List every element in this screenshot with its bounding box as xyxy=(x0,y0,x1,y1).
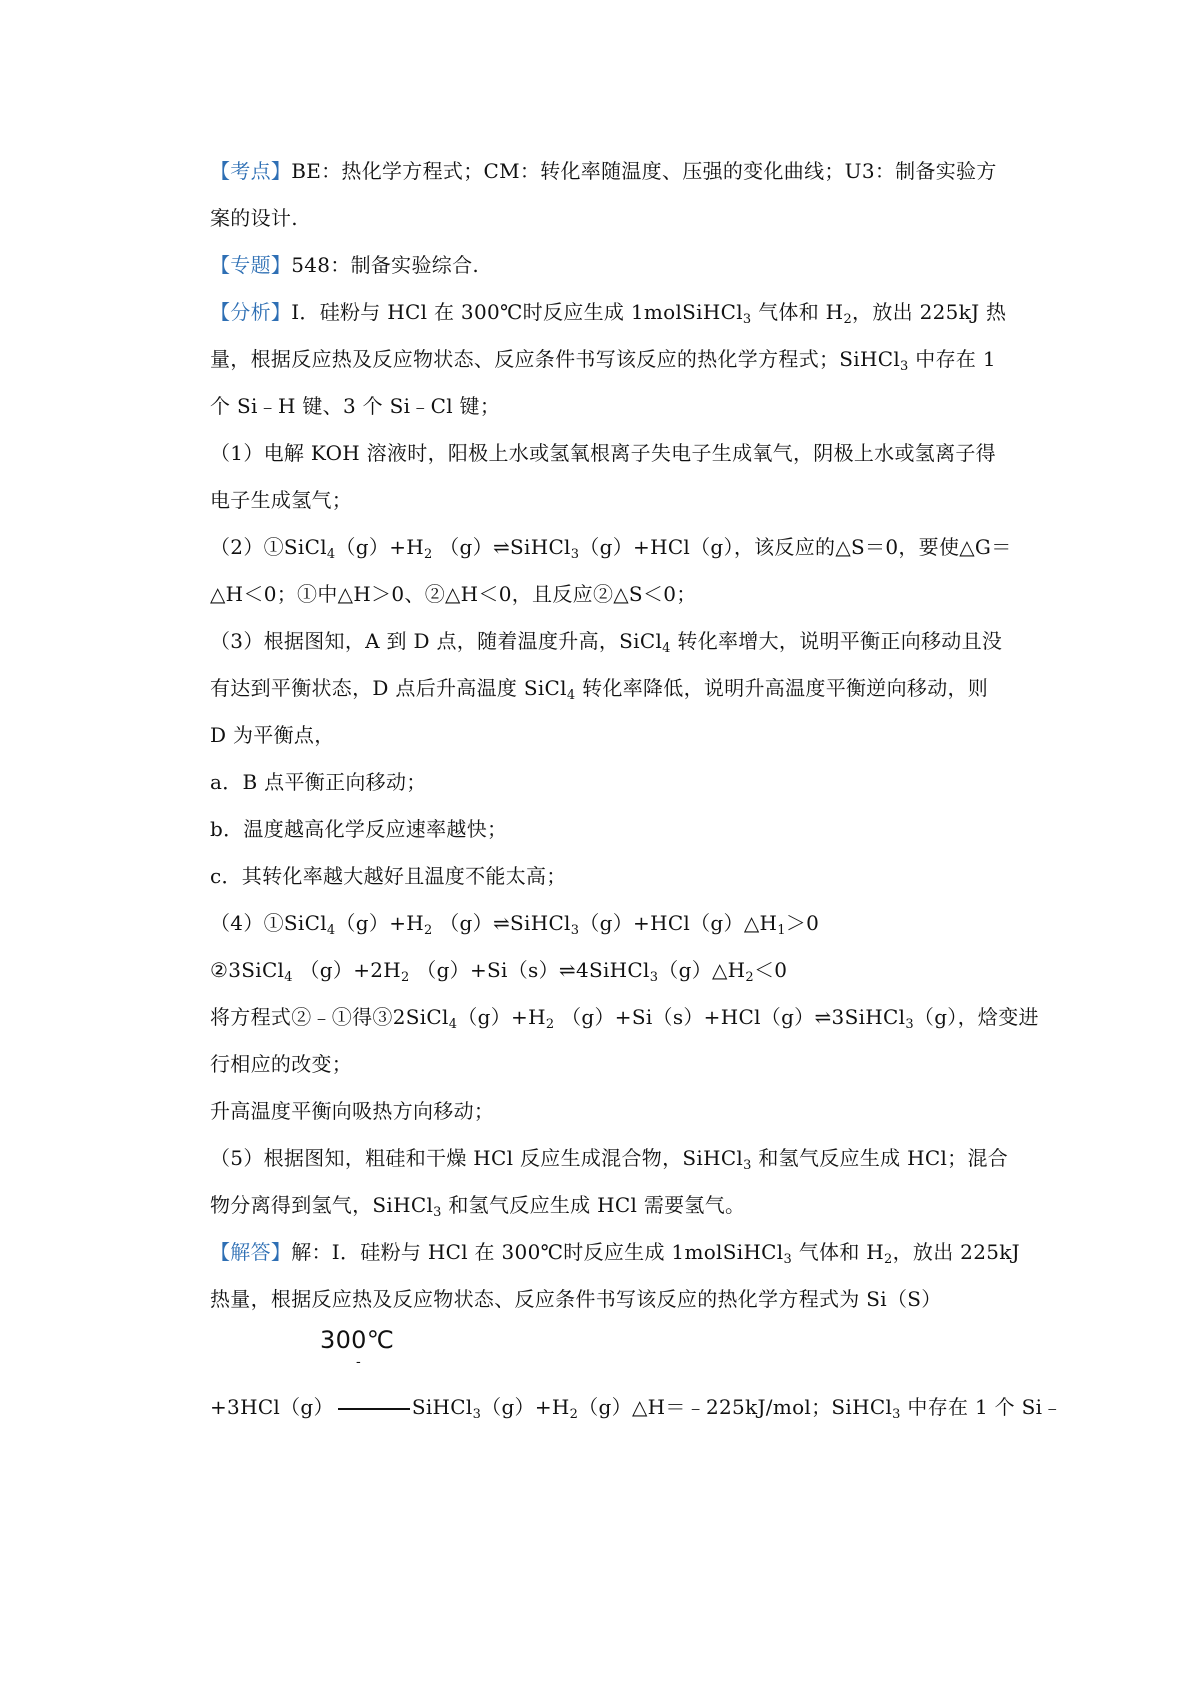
q3-option-a xyxy=(210,759,1030,806)
equation-line xyxy=(210,1384,1063,1431)
text-run: （g），焓变进 xyxy=(913,1005,1039,1029)
subscript: 3 xyxy=(472,1407,482,1422)
text-run: 个 Si﹣H 键、3 个 Si﹣Cl 键； xyxy=(210,394,501,418)
subscript: 3 xyxy=(900,359,909,374)
q4-line-2 xyxy=(210,947,1030,994)
subscript: 3 xyxy=(570,923,580,938)
kaodian-text-cont: 案的设计. xyxy=(210,206,298,230)
kaodian-line-1 xyxy=(210,148,1030,195)
q2-line-1 xyxy=(210,524,1030,571)
subscript: 3 xyxy=(433,1205,442,1220)
text-run: Ⅰ．硅粉与 HCl 在 300℃时反应生成 1molSiHCl xyxy=(291,300,743,324)
subscript: 2 xyxy=(424,547,433,562)
reaction-condition: 300℃ xyxy=(320,1326,394,1354)
text-run: 中存在 1 个 Si﹣ xyxy=(900,1395,1063,1419)
text-run: （3）根据图知，A 到 D 点，随着温度升高，SiCl xyxy=(210,629,663,653)
fenxi-line-1 xyxy=(210,289,1030,336)
subscript: 2 xyxy=(569,1407,579,1422)
q4-line-3 xyxy=(210,994,1039,1041)
subscript: 2 xyxy=(745,970,754,985)
answer-explanation xyxy=(210,148,1063,1431)
text-run: 将方程式②﹣①得③2SiCl xyxy=(210,1005,449,1029)
subscript: 4 xyxy=(662,641,671,656)
zhuanti-tag: 【专题】 xyxy=(210,253,292,277)
subscript: 3 xyxy=(743,1158,752,1173)
text-run: 转化率降低，说明升高温度平衡逆向移动，则 xyxy=(575,676,989,700)
text-run: 有达到平衡状态，D 点后升高温度 SiCl xyxy=(210,676,567,700)
kaodian-text: BE：热化学方程式；CM：转化率随温度、压强的变化曲线；U3：制备实验方 xyxy=(291,159,997,183)
text-run: a．B 点平衡正向移动； xyxy=(210,770,427,794)
subscript: 2 xyxy=(424,923,433,938)
q1-line-2 xyxy=(210,477,1030,524)
text-run: （g）+Si（s）+HCl（g）⇌3SiHCl xyxy=(554,1005,906,1029)
q4-line-1 xyxy=(210,900,1030,947)
text-run: 和氢气反应生成 HCl 需要氢气。 xyxy=(441,1193,746,1217)
text-run: （2）①SiCl xyxy=(210,535,327,559)
subscript: 4 xyxy=(566,688,576,703)
text-run: ，放出 225kJ 热 xyxy=(852,300,1007,324)
subscript: 4 xyxy=(326,547,336,562)
text-run: （g）△H＝﹣225kJ/mol；SiHCl xyxy=(578,1395,893,1419)
text-run: （g）⇌SiHCl xyxy=(432,535,571,559)
subscript: 2 xyxy=(843,312,853,327)
text-run: （1）电解 KOH 溶液时，阳极上水或氢氧根离子失电子生成氧气，阴极上水或氢离子得 xyxy=(210,441,996,465)
subscript: 2 xyxy=(401,970,410,985)
reaction-arrow-line xyxy=(338,1408,410,1410)
text-run: c．其转化率越大越好且温度不能太高； xyxy=(210,864,567,888)
text-run: （g）+Si（s）⇌4SiHCl xyxy=(409,958,650,982)
text-run: 电子生成氢气； xyxy=(210,488,353,512)
text-run: （g）+H xyxy=(481,1395,570,1419)
subscript: 3 xyxy=(649,970,659,985)
jieda-tag: 【解答】 xyxy=(210,1240,292,1264)
q1-line-1 xyxy=(210,430,1030,477)
subscript: 3 xyxy=(742,312,752,327)
subscript: 2 xyxy=(884,1252,893,1267)
text-run: 升高温度平衡向吸热方向移动； xyxy=(210,1099,495,1123)
text-run: ＞0 xyxy=(785,911,820,935)
text-run: （g）+HCl（g）△H xyxy=(579,911,778,935)
text-run: 气体和 H xyxy=(751,300,844,324)
kaodian-line-2 xyxy=(210,195,1030,242)
fenxi-line-2 xyxy=(210,336,1030,383)
q3-option-b xyxy=(210,806,1030,853)
q5-line-2 xyxy=(210,1182,1030,1229)
subscript: 1 xyxy=(777,923,786,938)
kaodian-tag: 【考点】 xyxy=(210,159,292,183)
subscript: 4 xyxy=(448,1017,458,1032)
reaction-condition-mark: - xyxy=(356,1354,362,1370)
text-run: ，放出 225kJ xyxy=(892,1240,1020,1264)
text-run: ＜0 xyxy=(754,958,788,982)
text-run: （g）+H xyxy=(335,535,425,559)
text-run: 解：Ⅰ．硅粉与 HCl 在 300℃时反应生成 1molSiHCl xyxy=(291,1240,784,1264)
text-run: 气体和 H xyxy=(792,1240,885,1264)
thermochemical-equation xyxy=(210,1323,1063,1431)
text-run: 和氢气反应生成 HCl；混合 xyxy=(751,1146,1009,1170)
text-run: （5）根据图知，粗硅和干燥 HCl 反应生成混合物，SiHCl xyxy=(210,1146,744,1170)
text-run: （g）+H xyxy=(335,911,425,935)
subscript: 3 xyxy=(905,1017,914,1032)
subscript: 3 xyxy=(783,1252,793,1267)
subscript: 4 xyxy=(284,970,293,985)
jieda-line-2 xyxy=(210,1276,1030,1323)
text-run: 行相应的改变； xyxy=(210,1052,353,1076)
q5-line-1 xyxy=(210,1135,1030,1182)
subscript: 3 xyxy=(892,1407,901,1422)
text-run: （g）+H xyxy=(457,1005,546,1029)
zhuanti-text: 548：制备实验综合. xyxy=(291,253,480,277)
fenxi-tag: 【分析】 xyxy=(210,300,292,324)
subscript: 4 xyxy=(326,923,336,938)
text-run: 转化率增大，说明平衡正向移动且没 xyxy=(670,629,1003,653)
text-run: 中存在 1 xyxy=(908,347,996,371)
text-run: 量，根据反应热及反应物状态、反应条件书写该反应的热化学方程式；SiHCl xyxy=(210,347,901,371)
jieda-line-1 xyxy=(210,1229,1030,1276)
text-run: （g）⇌SiHCl xyxy=(432,911,571,935)
text-run: b．温度越高化学反应速率越快； xyxy=(210,817,508,841)
text-run: D 为平衡点， xyxy=(210,723,335,747)
text-run: （g）+HCl（g），该反应的△S＝0，要使△G＝ xyxy=(579,535,1012,559)
q3-option-c xyxy=(210,853,1030,900)
q3-line-1 xyxy=(210,618,1030,665)
text-run: ②3SiCl xyxy=(210,958,285,982)
subscript: 2 xyxy=(545,1017,555,1032)
text-run: （4）①SiCl xyxy=(210,911,327,935)
text-run: +3HCl（g） xyxy=(210,1395,334,1419)
text-run: SiHCl xyxy=(411,1395,473,1419)
q4-line-5 xyxy=(210,1088,1030,1135)
q2-line-2 xyxy=(210,571,1030,618)
q3-line-2 xyxy=(210,665,1030,712)
q4-line-4 xyxy=(210,1041,1030,1088)
text-run: △H＜0；①中△H＞0、②△H＜0，且反应②△S＜0； xyxy=(210,582,697,606)
subscript: 3 xyxy=(570,547,580,562)
q3-line-3 xyxy=(210,712,1030,759)
text-run: 热量，根据反应热及反应物状态、反应条件书写该反应的热化学方程式为 Si（S） xyxy=(210,1287,942,1311)
text-run: （g）△H xyxy=(658,958,746,982)
text-run: （g）+2H xyxy=(292,958,402,982)
fenxi-line-3 xyxy=(210,383,1030,430)
text-run: 物分离得到氢气，SiHCl xyxy=(210,1193,434,1217)
zhuanti-line xyxy=(210,242,1030,289)
